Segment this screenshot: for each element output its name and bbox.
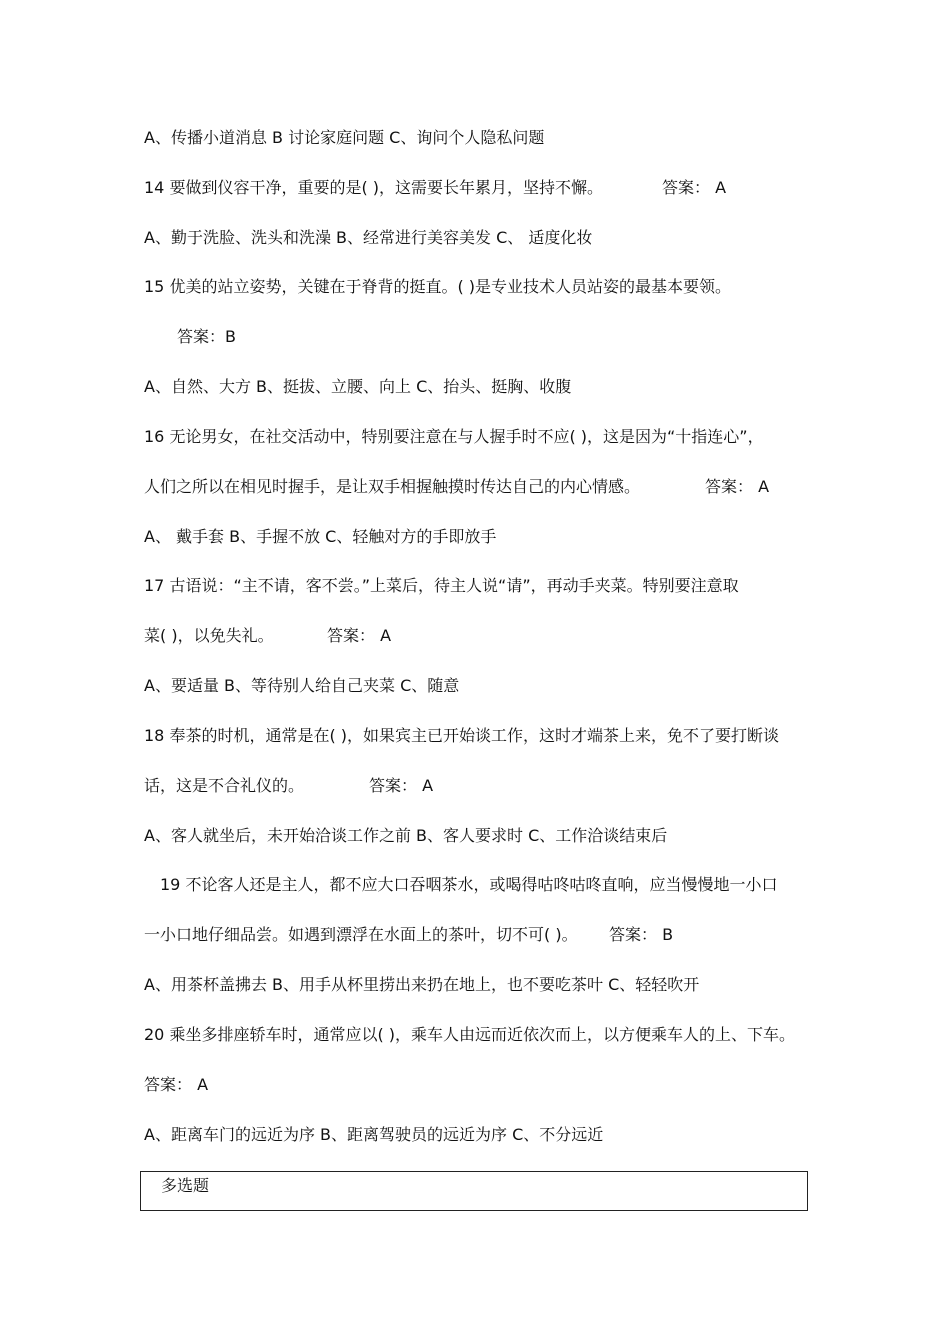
answer-17: 答案： A xyxy=(327,626,392,645)
option-line-13: A、传播小道消息 B 讨论家庭问题 C、询问个人隐私问题 xyxy=(144,128,545,147)
answer-16: 答案： A xyxy=(705,477,770,496)
section-header-box xyxy=(140,1171,808,1211)
answer-18: 答案： A xyxy=(369,776,434,795)
answer-14: 答案： A xyxy=(662,178,727,197)
question-17-part1: 17 古语说：“主不请，客不尝。”上菜后，待主人说“请”，再动手夹菜。特别要注意取 xyxy=(144,576,739,595)
question-18-part1: 18 奉茶的时机，通常是在( )，如果宾主已开始谈工作，这时才端茶上来，免不了要打断谈 xyxy=(144,726,780,745)
option-line-18: A、客人就坐后，未开始洽谈工作之前 B、客人要求时 C、工作洽谈结束后 xyxy=(144,826,668,845)
answer-19: 答案： B xyxy=(609,925,674,944)
question-20: 20 乘坐多排座轿车时，通常应以( )，乘车人由远而近依次而上，以方便乘车人的上、下车。 xyxy=(144,1025,796,1044)
question-18-part2: 话，这是不合礼仪的。 xyxy=(144,776,305,795)
question-14: 14 要做到仪容干净，重要的是( )，这需要长年累月，坚持不懈。 xyxy=(144,178,604,197)
question-17-part2: 菜( )，以免失礼。 xyxy=(144,626,274,645)
question-16-part1: 16 无论男女，在社交活动中，特别要注意在与人握手时不应( )，这是因为“十指连心”， xyxy=(144,427,764,446)
option-line-17: A、要适量 B、等待别人给自己夹菜 C、随意 xyxy=(144,676,460,695)
option-line-19: A、用茶杯盖拂去 B、用手从杯里捞出来扔在地上，也不要吃茶叶 C、轻轻吹开 xyxy=(144,975,700,994)
question-15: 15 优美的站立姿势，关键在于脊背的挺直。( )是专业技术人员站姿的最基本要领。 xyxy=(144,277,732,296)
option-line-16: A、 戴手套 B、手握不放 C、轻触对方的手即放手 xyxy=(144,527,497,546)
option-line-20: A、距离车门的远近为序 B、距离驾驶员的远近为序 C、不分远近 xyxy=(144,1125,604,1144)
option-line-15: A、自然、大方 B、挺拔、立腰、向上 C、抬头、挺胸、收腹 xyxy=(144,377,572,396)
answer-15: 答案：B xyxy=(177,327,236,346)
answer-20: 答案： A xyxy=(144,1075,209,1094)
question-19-part1: 19 不论客人还是主人，都不应大口吞咽茶水，或喝得咕咚咕咚直响，应当慢慢地一小口 xyxy=(160,875,778,894)
option-line-14: A、勤于洗脸、洗头和洗澡 B、经常进行美容美发 C、 适度化妆 xyxy=(144,228,593,247)
section-title: 多选题 xyxy=(161,1176,210,1195)
question-19-part2: 一小口地仔细品尝。如遇到漂浮在水面上的茶叶，切不可( )。 xyxy=(144,925,578,944)
question-16-part2: 人们之所以在相见时握手，是让双手相握触摸时传达自己的内心情感。 xyxy=(144,477,641,496)
